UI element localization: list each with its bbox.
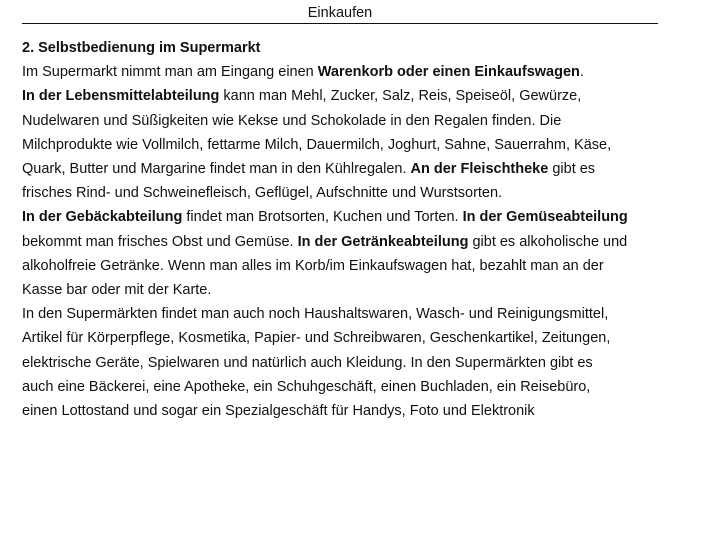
text-line-9: alkoholfreie Getränke. Wenn man alles im Korb/im Einkaufswagen hat, bezahlt man an der — [22, 257, 604, 274]
emphasis-text: In der Gemüseabteilung — [462, 209, 628, 226]
text-line-13: elektrische Geräte, Spielwaren und natürlich auch Kleidung. In den Supermärkten gibt es — [22, 354, 593, 371]
page-title: Einkaufen — [0, 3, 680, 23]
text-line-12: Artikel für Körperpflege, Kosmetika, Papier- und Schreibwaren, Geschenkartikel, Zeitungen, — [22, 330, 611, 347]
text-segment: bekommt man frisches Obst und Gemüse. — [22, 233, 298, 250]
text-line-6: frisches Rind- und Schweinefleisch, Geflügel, Aufschnitte und Wurstsorten. — [22, 185, 503, 202]
text-segment: gibt es alkoholische und — [468, 233, 628, 250]
emphasis-text: Warenkorb oder einen Einkaufswagen — [317, 64, 580, 81]
text-segment: Im Supermarkt nimmt man am Eingang einen — [22, 64, 318, 81]
emphasis-text: In der Gebäckabteilung — [22, 209, 183, 226]
emphasis-text: An der Fleischtheke — [410, 161, 549, 178]
text-line-1 — [22, 60, 712, 84]
text-segment: Quark, Butter und Margarine findet man in den Kühlregalen. — [22, 161, 411, 178]
text-line-3: Nudelwaren und Süßigkeiten wie Kekse und Schokolade in den Regalen finden. Die — [22, 112, 562, 129]
body-text — [22, 36, 712, 423]
text-line-5 — [22, 157, 712, 181]
text-segment: . — [579, 64, 584, 81]
text-line-7 — [22, 205, 712, 229]
text-line-15: einen Lottostand und sogar ein Spezialgeschäft für Handys, Foto und Elektronik — [22, 403, 535, 420]
text-line-14: auch eine Bäckerei, eine Apotheke, ein Schuhgeschäft, einen Buchladen, ein Reisebüro, — [22, 378, 591, 395]
text-line-11: In den Supermärkten findet man auch noch Haushaltswaren, Wasch- und Reinigungsmittel, — [22, 306, 609, 323]
section-subtitle: 2. Selbstbedienung im Supermarkt — [22, 40, 261, 56]
text-line-8 — [22, 230, 712, 254]
emphasis-text: In der Lebensmittelabteilung — [22, 88, 220, 105]
text-segment: kann man Mehl, Zucker, Salz, Reis, Speiseöl, Gewürze, — [219, 88, 582, 105]
text-line-2 — [22, 84, 712, 108]
text-line-4: Milchprodukte wie Vollmilch, fettarme Milch, Dauermilch, Joghurt, Sahne, Sauerrahm, Käse, — [22, 136, 612, 153]
text-segment: findet man Brotsorten, Kuchen und Torten. — [182, 209, 463, 226]
text-line-10: Kasse bar oder mit der Karte. — [22, 282, 212, 299]
text-segment: gibt es — [548, 161, 596, 178]
emphasis-text: In der Getränkeabteilung — [297, 233, 469, 250]
